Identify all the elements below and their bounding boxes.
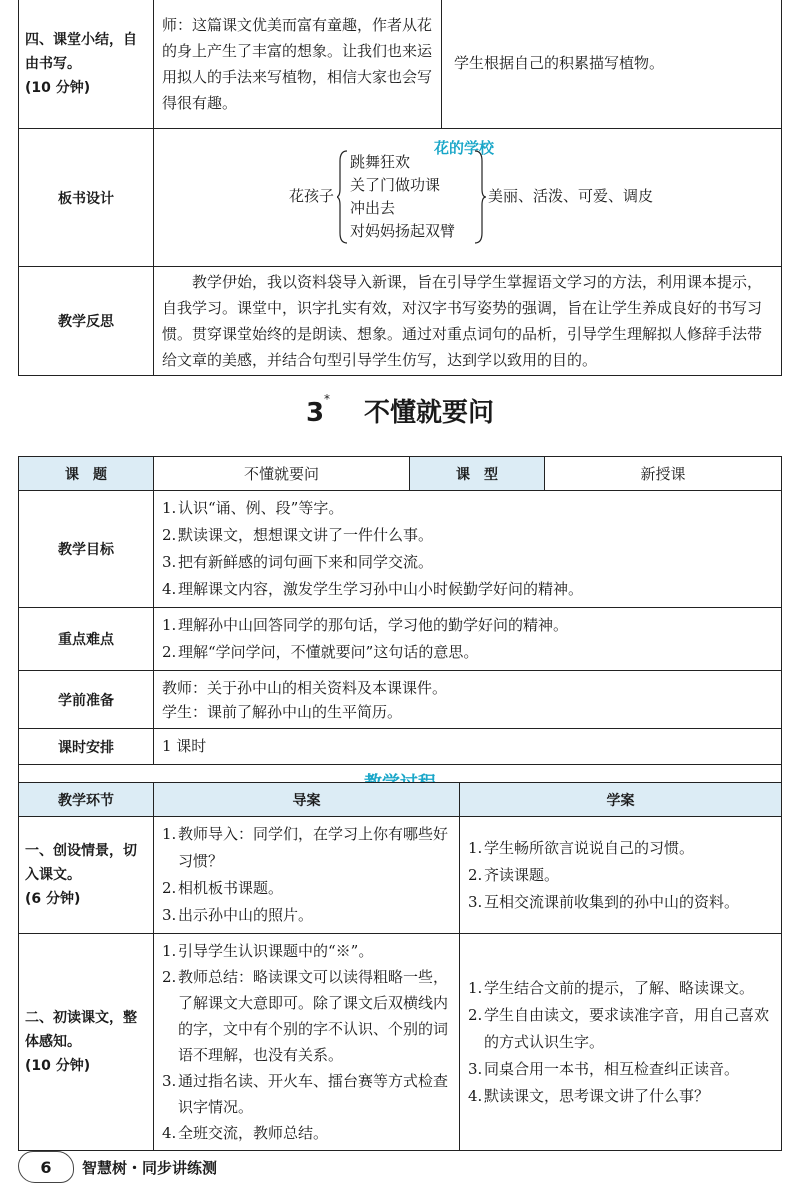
- board-design: [154, 129, 782, 267]
- list-item: 2. 齐读课题。: [468, 865, 560, 884]
- list-item: 2. 默读课文，想想课文讲了一件什么事。: [162, 526, 434, 544]
- stage-time: (6 分钟): [25, 891, 81, 907]
- page-number: 6: [18, 1151, 74, 1183]
- board-result: 美丽、活泼、可爱、调皮: [488, 187, 654, 205]
- hours-label: 课时安排: [19, 729, 154, 765]
- summary-time: (10 分钟): [25, 79, 91, 96]
- list-item: 3. 通过指名读、开火车、擂台赛等方式检查识字情况。: [162, 1072, 449, 1116]
- key-label: 重点难点: [19, 608, 154, 671]
- reflection-label: 教学反思: [19, 267, 154, 376]
- stage-guide: [154, 934, 460, 1151]
- list-item: 3. 把有新鲜感的词句画下来和同学交流。: [162, 553, 434, 571]
- guide-list: [154, 817, 459, 933]
- lesson-plan-table: [18, 456, 782, 799]
- lesson-title: [0, 392, 800, 429]
- prep-student: 学生：课前了解孙中山的生平简历。: [162, 702, 403, 721]
- stage-name-cell: [19, 817, 154, 934]
- col-stage: 教学环节: [19, 783, 154, 817]
- stage-name-cell: [19, 934, 154, 1151]
- lesson-number: 3: [305, 398, 325, 428]
- board-item: 关了门做功课: [350, 176, 441, 194]
- type-value: 新授课: [545, 457, 782, 491]
- stage-name: 一、创设情景，切入课文。: [25, 843, 137, 883]
- goals-label: 教学目标: [19, 491, 154, 608]
- stage-guide: [154, 817, 460, 934]
- goals-cell: [154, 491, 782, 608]
- right-brace-icon: [474, 149, 486, 245]
- list-item: 2. 教师总结：略读课文可以读得粗略一些，了解课文大意即可。除了课文后双横线内的字，文中有个别的字不认识、个别的词语不理解，也没有关系。: [162, 968, 449, 1064]
- prep-row: [19, 671, 782, 729]
- topic-row: [19, 457, 782, 491]
- lesson-mark: *: [324, 392, 331, 406]
- prep-label: 学前准备: [19, 671, 154, 729]
- stage-row: [19, 934, 782, 1151]
- list-item: 3. 互相交流课前收集到的孙中山的资料。: [468, 892, 740, 911]
- summary-student: 学生根据自己的积累描写植物。: [442, 0, 782, 129]
- study-list: [460, 831, 781, 920]
- prep-teacher: 教师：关于孙中山的相关资料及本课课件。: [162, 678, 448, 697]
- list-item: 2. 相机板书课题。: [162, 879, 284, 897]
- list-item: 3. 同桌合用一本书，相互检查纠正读音。: [468, 1059, 740, 1078]
- topic-value: 不懂就要问: [154, 457, 410, 491]
- board-subject: 花孩子: [289, 187, 335, 205]
- list-item: 1. 学生结合文前的提示，了解、略读课文。: [468, 978, 755, 997]
- topic-label: 课 题: [19, 457, 154, 491]
- summary-label: 四、课堂小结，自由书写。: [25, 31, 137, 72]
- page-footer: [18, 1150, 217, 1184]
- list-item: 2. 理解“学问学问，不懂就要问”这句话的意思。: [162, 643, 479, 661]
- stage-row: [19, 817, 782, 934]
- col-guide: 导案: [154, 783, 460, 817]
- goals-row: [19, 491, 782, 608]
- type-label: 课 型: [410, 457, 545, 491]
- summary-row: [19, 0, 782, 129]
- list-item: 4. 默读课文，思考课文讲了什么事？: [468, 1086, 710, 1105]
- summary-label-cell: [19, 0, 154, 129]
- list-item: 1. 认识“诵、例、段”等字。: [162, 499, 344, 517]
- board-item: 对妈妈扬起双臂: [350, 222, 456, 240]
- key-row: [19, 608, 782, 671]
- footer-brand: 智慧树・同步讲练测: [82, 1158, 218, 1177]
- top-table: [18, 0, 782, 376]
- process-header-row: [19, 783, 782, 817]
- board-title: 花的学校: [434, 139, 495, 157]
- prep-cell: [154, 671, 782, 729]
- lesson-name: 不懂就要问: [364, 398, 495, 428]
- goals-list: [154, 491, 781, 607]
- hours-value: 1 课时: [154, 729, 782, 765]
- board-label: 板书设计: [19, 129, 154, 267]
- board-row: [19, 129, 782, 267]
- stage-study: [460, 817, 782, 934]
- list-item: 1. 教师导入：同学们，在学习上你有哪些好习惯？: [162, 825, 449, 870]
- list-item: 1. 引导学生认识课题中的“※”。: [162, 942, 374, 960]
- stage-time: (10 分钟): [25, 1058, 91, 1074]
- list-item: 2. 学生自由读文，要求读准字音，用自己喜欢的方式认识生字。: [468, 1005, 770, 1051]
- stage-name: 二、初读课文，整体感知。: [25, 1010, 137, 1050]
- list-item: 4. 全班交流，教师总结。: [162, 1124, 329, 1142]
- hours-row: [19, 729, 782, 765]
- reflection-text: 教学伊始，我以资料袋导入新课，旨在引导学生掌握语文学习的方法，利用课本提示，自我学习。课堂中，识字扎实有效，对汉字书写姿势的强调，旨在让学生养成良好的书写习惯。贯穿课堂始终的是朗读、想象。通过对重点词句的品析，引导学生理解拟人修辞手法带给文章的美感，并结合句型引导学生仿写，达到学以致用的目的。: [154, 267, 782, 376]
- key-list: [154, 608, 781, 670]
- guide-list: [154, 934, 459, 1150]
- process-table: [18, 782, 782, 1151]
- list-item: 1. 学生畅所欲言说说自己的习惯。: [468, 838, 695, 857]
- board-items: [350, 151, 455, 243]
- list-item: 4. 理解课文内容，激发学生学习孙中山小时候勤学好问的精神。: [162, 580, 584, 598]
- board-item: 冲出去: [350, 199, 396, 217]
- stage-study: [460, 934, 782, 1151]
- left-brace-icon: [337, 149, 349, 245]
- col-study: 学案: [460, 783, 782, 817]
- key-cell: [154, 608, 782, 671]
- reflection-row: [19, 267, 782, 376]
- board-item: 跳舞狂欢: [350, 153, 411, 171]
- list-item: 3. 出示孙中山的照片。: [162, 906, 314, 924]
- study-list: [460, 971, 781, 1114]
- list-item: 1. 理解孙中山回答同学的那句话，学习他的勤学好问的精神。: [162, 616, 569, 634]
- summary-teacher: 师：这篇课文优美而富有童趣，作者从花的身上产生了丰富的想象。让我们也来运用拟人的手法来写植物，相信大家也会写得很有趣。: [154, 0, 442, 129]
